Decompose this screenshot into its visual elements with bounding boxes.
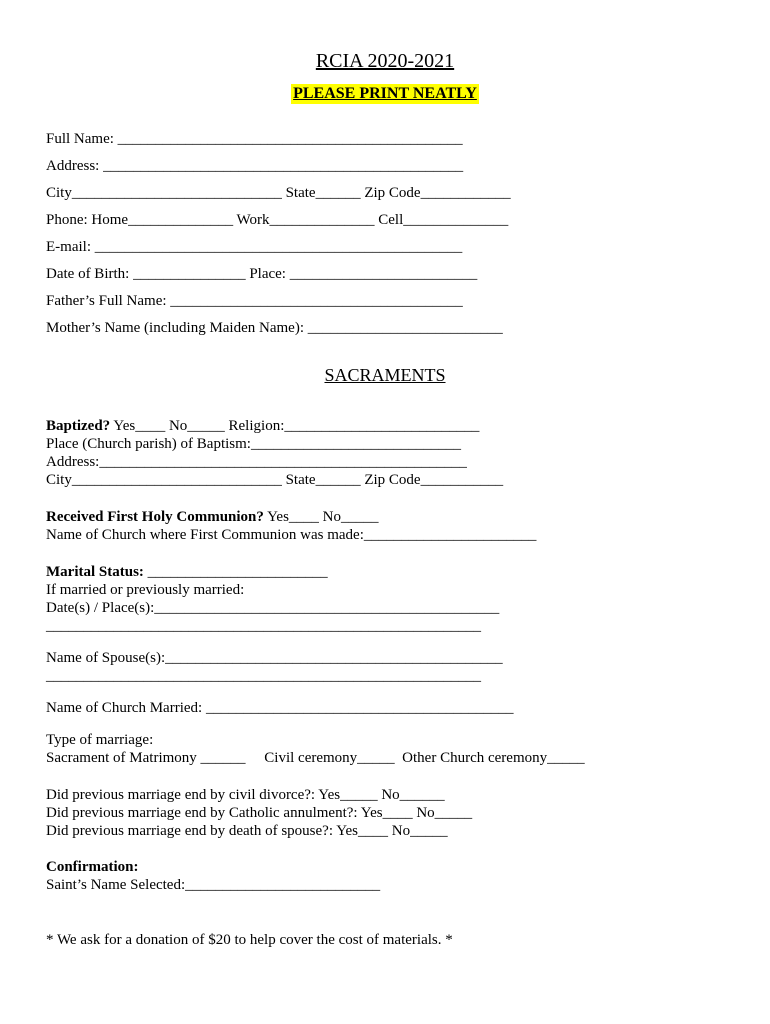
city-state-zip-field: City____________________________ State______ Zip Code____________ bbox=[46, 185, 511, 201]
baptism-address-field: Address:_________________________________________________ bbox=[46, 454, 467, 470]
communion-options: Yes____ No_____ bbox=[263, 509, 379, 525]
fathers-name-field: Father’s Full Name: _______________________________________ bbox=[46, 293, 463, 309]
marital-status-field bbox=[46, 563, 328, 581]
dates-places-field: Date(s) / Place(s):______________________________________________ bbox=[46, 600, 500, 616]
confirmation-label: Confirmation: bbox=[46, 859, 139, 875]
communion-church-field: Name of Church where First Communion was made:_______________________ bbox=[46, 527, 537, 543]
full-name-field: Full Name: ______________________________________________ bbox=[46, 131, 463, 147]
subtitle-wrapper bbox=[0, 84, 770, 104]
baptized-label: Baptized? bbox=[46, 418, 111, 434]
marriage-type-label: Type of marriage: bbox=[46, 732, 154, 748]
baptism-place-field: Place (Church parish) of Baptism:____________________________ bbox=[46, 436, 461, 452]
marital-status-label: Marital Status: bbox=[46, 564, 144, 580]
email-field: E-mail: _________________________________________________ bbox=[46, 239, 463, 255]
baptized-options: Yes____ No_____ Religion:__________________________ bbox=[110, 418, 480, 434]
civil-divorce-question: Did previous marriage end by civil divorce?: Yes_____ No______ bbox=[46, 787, 445, 803]
form-title: RCIA 2020-2021 bbox=[315, 50, 455, 72]
baptism-city-field: City____________________________ State______ Zip Code___________ bbox=[46, 472, 504, 488]
address-field: Address: ________________________________________________ bbox=[46, 158, 464, 174]
sacraments-heading: SACRAMENTS bbox=[324, 365, 446, 385]
spouse-name-field: Name of Spouse(s):_____________________________________________ bbox=[46, 650, 503, 666]
date-of-birth-field: Date of Birth: _______________ Place: _________________________ bbox=[46, 266, 478, 282]
marriage-type-options: Sacrament of Matrimony ______ Civil ceremony_____ Other Church ceremony_____ bbox=[46, 750, 585, 766]
communion-label: Received First Holy Communion? bbox=[46, 509, 264, 525]
baptized-field bbox=[46, 417, 479, 435]
blank-line: __________________________________________________________ bbox=[46, 668, 481, 684]
mothers-name-field: Mother’s Name (including Maiden Name): __________________________ bbox=[46, 320, 503, 336]
saints-name-field: Saint’s Name Selected:__________________________ bbox=[46, 877, 381, 893]
print-neatly-instruction: PLEASE PRINT NEATLY bbox=[293, 85, 477, 102]
annulment-question: Did previous marriage end by Catholic annulment?: Yes____ No_____ bbox=[46, 805, 473, 821]
if-married-text: If married or previously married: bbox=[46, 582, 245, 598]
marital-status-blank: ________________________ bbox=[143, 564, 328, 580]
church-married-field: Name of Church Married: _________________________________________ bbox=[46, 700, 514, 716]
death-of-spouse-question: Did previous marriage end by death of spouse?: Yes____ No_____ bbox=[46, 823, 448, 839]
phone-field: Phone: Home______________ Work______________ Cell______________ bbox=[46, 212, 509, 228]
donation-note: * We ask for a donation of $20 to help cover the cost of materials. * bbox=[46, 932, 453, 948]
communion-field bbox=[46, 508, 379, 526]
blank-line: __________________________________________________________ bbox=[46, 618, 481, 634]
